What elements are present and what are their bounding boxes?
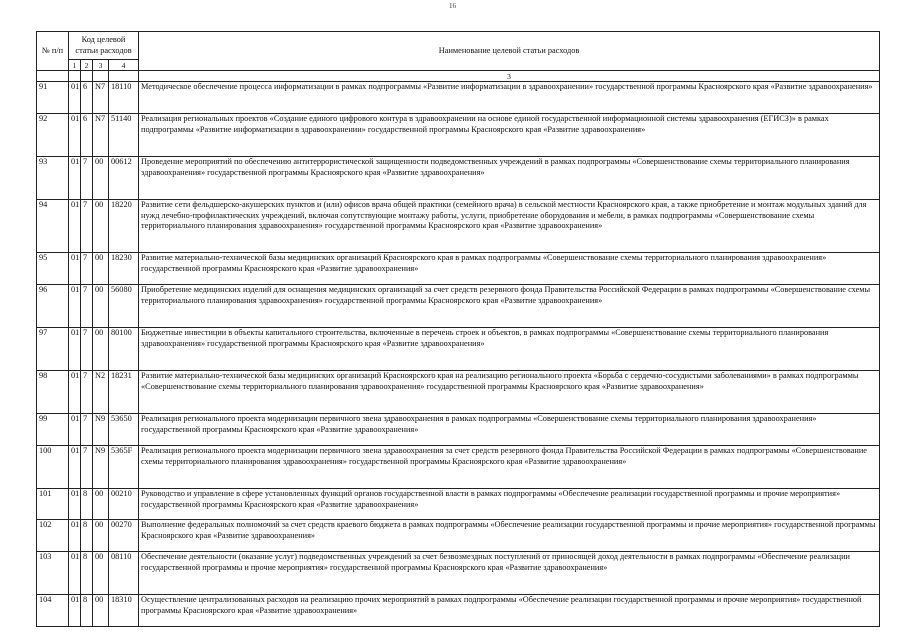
header-col-number-blank bbox=[109, 71, 139, 82]
code-part-2-cell: 7 bbox=[81, 285, 93, 328]
code-part-1-cell: 01 bbox=[69, 446, 81, 489]
code-part-2-cell: 8 bbox=[81, 489, 93, 520]
expenditure-name-cell: Методическое обеспечение процесса информатизации в рамках подпрограммы «Развитие информатизации в здравоохранении» государственной программы Красноярского края «Развитие здравоохранения» bbox=[139, 82, 880, 114]
code-part-4-cell: 18231 bbox=[109, 371, 139, 414]
expenditure-name-cell: Руководство и управление в сфере установленных функций органов государственной власти в рамках подпрограммы «Обеспечение реализации государственной программы и прочие мероприятия» государственной программы Красноярского края «Развитие здравоохранения» bbox=[139, 489, 880, 520]
header-col-number: 4 bbox=[109, 60, 139, 71]
table-row bbox=[37, 520, 880, 552]
table-row bbox=[37, 552, 880, 595]
code-part-2-cell: 7 bbox=[81, 253, 93, 285]
table-row bbox=[37, 200, 880, 253]
expenditure-name-cell: Развитие материально-технической базы медицинских организаций Красноярского края в рамках подпрограммы «Совершенствование схемы территориального планирования здравоохранения» государственной программы Красноярского края «Развитие здравоохранения» bbox=[139, 253, 880, 285]
code-part-2-cell: 8 bbox=[81, 520, 93, 552]
header-col-number: 3 bbox=[93, 60, 109, 71]
header-col-number-blank bbox=[93, 71, 109, 82]
expenditure-name-cell: Проведение мероприятий по обеспечению антитеррористической защищенности подведомственных учреждений в рамках подпрограммы «Совершенствование схемы территориального планирования здравоохранения» государственной программы Красноярского края «Развитие здравоохранения» bbox=[139, 157, 880, 200]
table-row bbox=[37, 328, 880, 371]
code-part-3-cell: N9 bbox=[93, 446, 109, 489]
row-number-cell: 96 bbox=[37, 285, 69, 328]
row-number-cell: 97 bbox=[37, 328, 69, 371]
code-part-2-cell: 6 bbox=[81, 114, 93, 157]
expenditure-name-cell: Обеспечение деятельности (оказание услуг) подведомственных учреждений за счет безвозмездных поступлений от приносящей доход деятельности в рамках подпрограммы «Обеспечение реализации государственной программы и прочие мероприятия» государственной программы Красноярского края «Развитие здравоохранения» bbox=[139, 552, 880, 595]
code-part-2-cell: 8 bbox=[81, 595, 93, 627]
code-part-1-cell: 01 bbox=[69, 253, 81, 285]
code-part-3-cell: 00 bbox=[93, 285, 109, 328]
code-part-1-cell: 01 bbox=[69, 157, 81, 200]
expenditure-name-cell: Развитие сети фельдшерско-акушерских пунктов и (или) офисов врача общей практики (семейного врача) в сельской местности Красноярского края, а также приобретение и монтаж модульных зданий для нужд лечебно-профилактических учреждений, включая сопутствующие монтажу работы, услуги, приобретение оборудования и мебели, в рамках подпрограммы «Совершенствование схемы территориального планирования здравоохранения» государственной программы Красноярского края «Развитие здравоохранения» bbox=[139, 200, 880, 253]
row-number-cell: 95 bbox=[37, 253, 69, 285]
table-row bbox=[37, 157, 880, 200]
header-col-number-blank bbox=[69, 71, 81, 82]
header-col-number-blank bbox=[37, 71, 69, 82]
code-part-4-cell: 5365F bbox=[109, 446, 139, 489]
code-part-1-cell: 01 bbox=[69, 552, 81, 595]
code-part-3-cell: 00 bbox=[93, 520, 109, 552]
page-number: 16 bbox=[449, 2, 456, 10]
code-part-4-cell: 08110 bbox=[109, 552, 139, 595]
expenditure-name-cell: Реализация регионального проекта модернизации первичного звена здравоохранения в рамках подпрограммы «Совершенствование схемы территориального планирования здравоохранения» государственной программы Красноярского края «Развитие здравоохранения» bbox=[139, 414, 880, 446]
code-part-2-cell: 7 bbox=[81, 157, 93, 200]
code-part-4-cell: 51140 bbox=[109, 114, 139, 157]
code-part-2-cell: 6 bbox=[81, 82, 93, 114]
table-body bbox=[37, 82, 880, 627]
code-part-3-cell: 00 bbox=[93, 157, 109, 200]
code-part-4-cell: 18310 bbox=[109, 595, 139, 627]
row-number-cell: 93 bbox=[37, 157, 69, 200]
table-row bbox=[37, 489, 880, 520]
code-part-1-cell: 01 bbox=[69, 328, 81, 371]
code-part-3-cell: N2 bbox=[93, 371, 109, 414]
expenditure-name-cell: Выполнение федеральных полномочий за счет средств краевого бюджета в рамках подпрограммы «Обеспечение реализации государственной программы и прочие мероприятия» государственной программы Красноярского края «Развитие здравоохранения» bbox=[139, 520, 880, 552]
header-col-number-blank bbox=[81, 71, 93, 82]
table-row bbox=[37, 595, 880, 627]
code-part-3-cell: 00 bbox=[93, 253, 109, 285]
code-part-3-cell: N7 bbox=[93, 114, 109, 157]
table-row bbox=[37, 82, 880, 114]
code-part-2-cell: 7 bbox=[81, 200, 93, 253]
code-part-4-cell: 00270 bbox=[109, 520, 139, 552]
code-part-2-cell: 7 bbox=[81, 414, 93, 446]
code-part-2-cell: 8 bbox=[81, 552, 93, 595]
row-number-cell: 94 bbox=[37, 200, 69, 253]
code-part-4-cell: 18110 bbox=[109, 82, 139, 114]
code-part-1-cell: 01 bbox=[69, 285, 81, 328]
code-part-3-cell: 00 bbox=[93, 552, 109, 595]
row-number-cell: 92 bbox=[37, 114, 69, 157]
header-col-number: 1 bbox=[69, 60, 81, 71]
code-part-4-cell: 00612 bbox=[109, 157, 139, 200]
header-col-number: 3 bbox=[139, 71, 880, 82]
code-part-1-cell: 01 bbox=[69, 114, 81, 157]
expenditure-name-cell: Развитие материально-технической базы медицинских организаций Красноярского края на реализацию регионального проекта «Борьба с сердечно-сосудистыми заболеваниями» в рамках подпрограммы «Совершенствование схемы территориального планирования здравоохранения» государственной программы Красноярского края «Развитие здравоохранения» bbox=[139, 371, 880, 414]
code-part-1-cell: 01 bbox=[69, 82, 81, 114]
table-row bbox=[37, 371, 880, 414]
code-part-1-cell: 01 bbox=[69, 200, 81, 253]
code-part-1-cell: 01 bbox=[69, 489, 81, 520]
table-row bbox=[37, 114, 880, 157]
code-part-1-cell: 01 bbox=[69, 414, 81, 446]
row-number-cell: 99 bbox=[37, 414, 69, 446]
table-row bbox=[37, 285, 880, 328]
code-part-4-cell: 80100 bbox=[109, 328, 139, 371]
row-number-cell: 98 bbox=[37, 371, 69, 414]
header-col-number: 2 bbox=[81, 60, 93, 71]
code-part-2-cell: 7 bbox=[81, 446, 93, 489]
code-part-3-cell: 00 bbox=[93, 489, 109, 520]
code-part-3-cell: 00 bbox=[93, 595, 109, 627]
code-part-4-cell: 56080 bbox=[109, 285, 139, 328]
code-part-4-cell: 00210 bbox=[109, 489, 139, 520]
code-part-3-cell: 00 bbox=[93, 200, 109, 253]
code-part-1-cell: 01 bbox=[69, 371, 81, 414]
expenditure-name-cell: Бюджетные инвестиции в объекты капитального строительства, включенные в перечень строек и объектов, в рамках подпрограммы «Совершенствование схемы территориального планирования здравоохранения» государственной программы Красноярского края «Развитие здравоохранения» bbox=[139, 328, 880, 371]
code-part-1-cell: 01 bbox=[69, 520, 81, 552]
header-expenditure-name: Наименование целевой статьи расходов bbox=[139, 32, 880, 71]
row-number-cell: 102 bbox=[37, 520, 69, 552]
code-part-3-cell: N7 bbox=[93, 82, 109, 114]
header-row-number: № п/п bbox=[37, 32, 69, 71]
table-row bbox=[37, 253, 880, 285]
row-number-cell: 101 bbox=[37, 489, 69, 520]
table-header bbox=[37, 32, 880, 82]
row-number-cell: 103 bbox=[37, 552, 69, 595]
row-number-cell: 100 bbox=[37, 446, 69, 489]
header-code-group: Код целевой статьи расходов bbox=[69, 32, 139, 60]
row-number-cell: 91 bbox=[37, 82, 69, 114]
table-row bbox=[37, 414, 880, 446]
code-part-3-cell: 00 bbox=[93, 328, 109, 371]
expenditure-name-cell: Реализация регионального проекта модернизации первичного звена здравоохранения за счет средств резервного фонда Правительства Российской Федерации в рамках подпрограммы «Совершенствование схемы территориального планирования здравоохранения» государственной программы Красноярского края «Развитие здравоохранения» bbox=[139, 446, 880, 489]
code-part-4-cell: 18230 bbox=[109, 253, 139, 285]
target-expenditure-table bbox=[36, 31, 880, 627]
expenditure-name-cell: Осуществление централизованных расходов на реализацию прочих мероприятий в рамках подпрограммы «Обеспечение реализации государственной программы и прочие мероприятия» государственной программы Красноярского края «Развитие здравоохранения» bbox=[139, 595, 880, 627]
code-part-2-cell: 7 bbox=[81, 328, 93, 371]
table-row bbox=[37, 446, 880, 489]
code-part-2-cell: 7 bbox=[81, 371, 93, 414]
code-part-1-cell: 01 bbox=[69, 595, 81, 627]
expenditure-name-cell: Реализация региональных проектов «Создание единого цифрового контура в здравоохранении на основе единой государственной информационной системы здравоохранения (ЕГИСЗ)» в рамках подпрограммы «Развитие информатизации в здравоохранении» государственной программы Красноярского края «Развитие здравоохранения» bbox=[139, 114, 880, 157]
code-part-3-cell: N9 bbox=[93, 414, 109, 446]
row-number-cell: 104 bbox=[37, 595, 69, 627]
expenditure-name-cell: Приобретение медицинских изделий для оснащения медицинских организаций за счет средств резервного фонда Правительства Российской Федерации в рамках подпрограммы «Совершенствование схемы территориального планирования здравоохранения» государственной программы Красноярского края «Развитие здравоохранения» bbox=[139, 285, 880, 328]
code-part-4-cell: 53650 bbox=[109, 414, 139, 446]
code-part-4-cell: 18220 bbox=[109, 200, 139, 253]
